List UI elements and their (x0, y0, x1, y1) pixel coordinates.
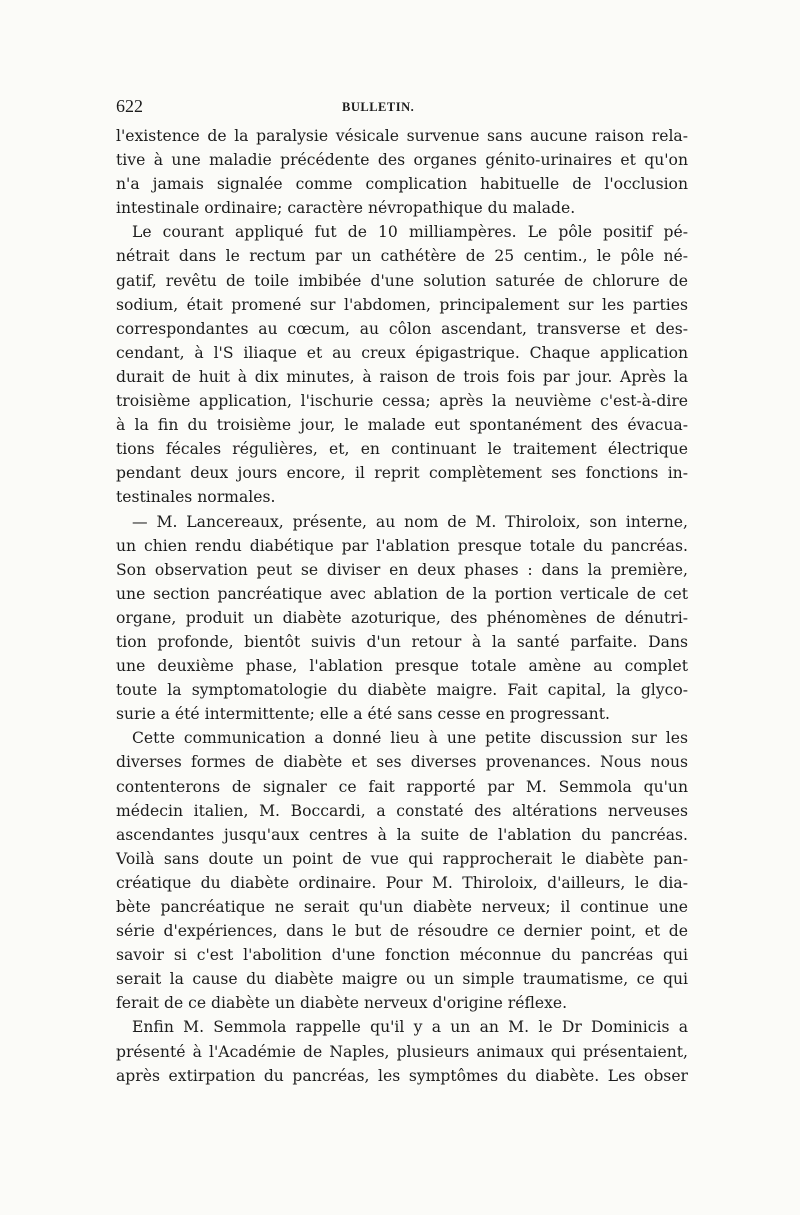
book-page (116, 92, 688, 1088)
text-line: après extirpation du pancréas, les symptômes du diabète. Les obser (116, 1066, 688, 1085)
body-text (116, 124, 688, 1088)
text-line: toute la symptomatologie du diabète maigre. Fait capital, la glyco- (116, 681, 688, 700)
text-line: Le courant appliqué fut de 10 milliampères. Le pôle positif pé- (132, 223, 688, 242)
text-line: une deuxième phase, l'ablation presque totale amène au complet (116, 657, 688, 676)
text-line: troisième application, l'ischurie cessa; après la neuvième c'est-à-dire (116, 392, 688, 411)
text-line: bète pancréatique ne serait qu'un diabète nerveux; il continue une (116, 898, 688, 916)
text-line: correspondantes au cœcum, au côlon ascendant, transverse et des- (116, 319, 688, 338)
text-line: Son observation peut se diviser en deux phases : dans la première, (116, 560, 688, 579)
text-line: Voilà sans doute un point de vue qui rapprocherait le diabète pan- (116, 849, 688, 868)
text-line: testinales normales. (116, 488, 276, 507)
text-line: créatique du diabète ordinaire. Pour M. Thiroloix, d'ailleurs, le dia- (116, 873, 688, 892)
text-line: gatif, revêtu de toile imbibée d'une solution saturée de chlorure de (116, 271, 688, 290)
page-header (116, 92, 688, 118)
text-line: une section pancréatique avec ablation de la portion verticale de cet (116, 584, 688, 603)
text-line: durait de huit à dix minutes, à raison de trois fois par jour. Après la (116, 367, 688, 386)
text-line: série d'expériences, dans le but de résoudre ce dernier point, et de (116, 922, 688, 941)
text-line: surie a été intermittente; elle a été sans cesse en progressant. (116, 705, 610, 724)
text-line: nétrait dans le rectum par un cathétère de 25 centim., le pôle né- (116, 247, 688, 266)
text-line: intestinale ordinaire; caractère névropathique du malade. (116, 199, 576, 218)
text-line: tion profonde, bientôt suivis d'un retour à la santé parfaite. Dans (116, 632, 688, 651)
text-line: diverses formes de diabète et ses diverses provenances. Nous nous (116, 753, 688, 772)
text-line: tive à une maladie précédente des organes génito-urinaires et qu'on (116, 151, 688, 170)
text-line: organe, produit un diabète azoturique, des phénomènes de dénutri- (116, 608, 688, 627)
text-line: ferait de ce diabète un diabète nerveux d'origine réflexe. (116, 994, 568, 1013)
running-head: BULLETIN. (342, 100, 415, 114)
text-line: sodium, était promené sur l'abdomen, principalement sur les parties (116, 295, 688, 314)
text-line: — M. Lancereaux, présente, au nom de M. Thiroloix, son interne, (132, 512, 688, 531)
text-line: ascendantes jusqu'aux centres à la suite de l'ablation du pancréas. (116, 825, 688, 844)
text-line: à la fin du troisième jour, le malade eut spontanément des évacua- (116, 416, 688, 435)
text-line: contenterons de signaler ce fait rapporté par M. Semmola qu'un (116, 777, 688, 796)
text-line: savoir si c'est l'abolition d'une fonction méconnue du pancréas qui (116, 946, 688, 965)
text-line: présenté à l'Académie de Naples, plusieurs animaux qui présentaient, (116, 1042, 688, 1061)
text-line: un chien rendu diabétique par l'ablation presque totale du pancréas. (116, 536, 688, 555)
text-line: médecin italien, M. Boccardi, a constaté des altérations nerveuses (116, 801, 688, 820)
page-number: 622 (116, 96, 143, 116)
text-line: pendant deux jours encore, il reprit complètement ses fonctions in- (116, 464, 688, 483)
text-line: cendant, à l'S iliaque et au creux épigastrique. Chaque application (116, 343, 688, 362)
text-line: n'a jamais signalée comme complication habituelle de l'occlusion (116, 175, 688, 194)
text-line: serait la cause du diabète maigre ou un simple traumatisme, ce qui (116, 970, 688, 989)
text-line: tions fécales régulières, et, en continuant le traitement électrique (116, 440, 688, 459)
text-line: Cette communication a donné lieu à une petite discussion sur les (132, 729, 688, 748)
text-line: l'existence de la paralysie vésicale survenue sans aucune raison rela- (116, 127, 688, 145)
text-line: Enfin M. Semmola rappelle qu'il y a un an M. le Dr Dominicis a (132, 1018, 688, 1037)
